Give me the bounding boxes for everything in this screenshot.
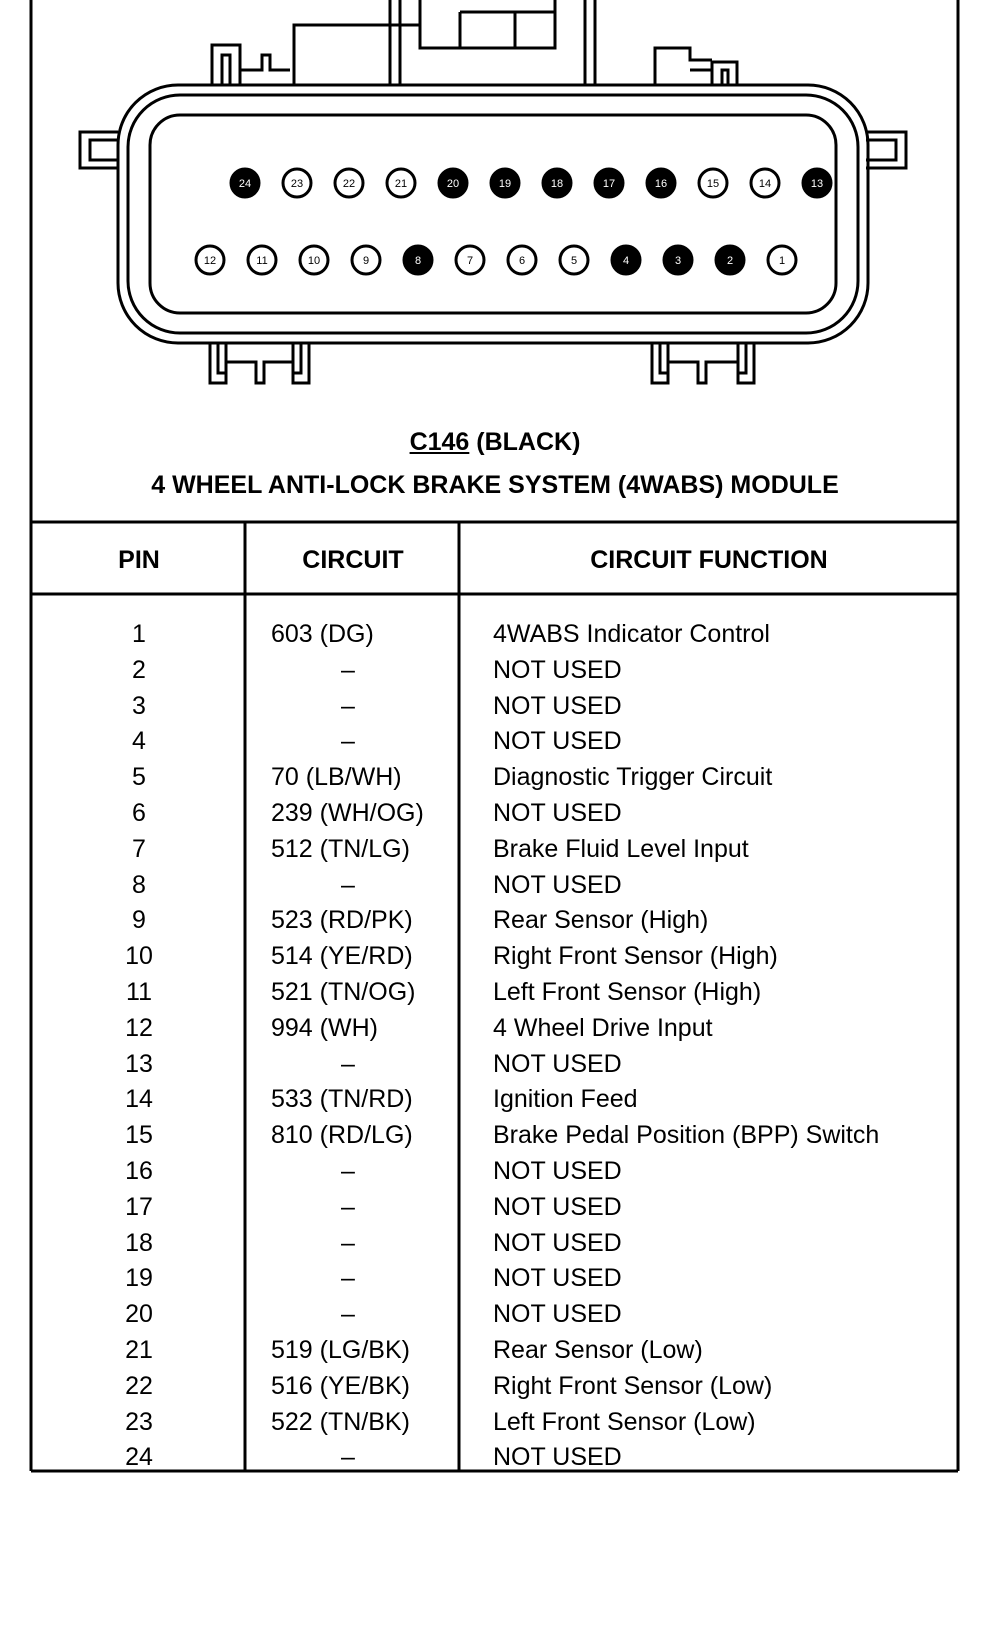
connector-pins-top-row (231, 169, 831, 197)
pin-number-cell: 9 (132, 906, 146, 935)
table-row (0, 906, 986, 940)
connector-pin (352, 246, 380, 274)
pin-number-cell: 15 (125, 1121, 153, 1150)
circuit-function-cell: NOT USED (493, 1157, 622, 1185)
circuit-function-cell: Brake Pedal Position (BPP) Switch (493, 1121, 880, 1150)
connector-pin (456, 246, 484, 274)
circuit-cell: – (341, 1049, 355, 1078)
table-row (0, 656, 986, 690)
pin-number-cell: 23 (125, 1407, 153, 1436)
circuit-function-cell: NOT USED (493, 1300, 622, 1329)
circuit-cell: – (341, 655, 355, 684)
pin-number-cell: 20 (125, 1300, 153, 1329)
header-pin: PIN (118, 546, 160, 574)
pin-number-cell: 18 (125, 1228, 153, 1257)
circuit-cell: 533 (TN/RD) (271, 1085, 413, 1114)
table-row (0, 1372, 986, 1406)
pin-number: 14 (758, 178, 772, 190)
table-row (0, 1193, 986, 1227)
circuit-cell: – (341, 1300, 355, 1329)
table-row (0, 1085, 986, 1119)
circuit-function-cell: NOT USED (493, 655, 622, 684)
circuit-cell: 994 (WH) (271, 1013, 378, 1042)
pin-number-cell: 8 (132, 870, 146, 899)
pin-number-cell: 24 (125, 1443, 153, 1472)
circuit-cell: 70 (LB/WH) (271, 763, 402, 792)
pin-number-cell: 4 (132, 727, 146, 756)
circuit-cell: – (341, 1192, 355, 1221)
pin-number-cell: 10 (125, 942, 153, 971)
table-row (0, 763, 986, 797)
table-row (0, 692, 986, 726)
connector-color-label: (BLACK) (476, 428, 581, 456)
circuit-cell: 514 (YE/RD) (271, 942, 413, 971)
pin-number-cell: 3 (132, 691, 146, 720)
circuit-function-cell: Brake Fluid Level Input (493, 834, 749, 863)
pin-number: 3 (674, 255, 682, 267)
table-row (0, 620, 986, 654)
connector-pin (664, 246, 692, 274)
pin-number-cell: 22 (125, 1371, 153, 1400)
circuit-function-cell: NOT USED (493, 1264, 622, 1293)
table-row (0, 1336, 986, 1370)
pin-number: 10 (307, 255, 321, 267)
pin-number: 23 (290, 178, 304, 190)
pin-number: 22 (342, 178, 356, 190)
pin-number-cell: 13 (125, 1049, 153, 1078)
connector-pin (595, 169, 623, 197)
pin-number-cell: 5 (132, 763, 146, 792)
pin-number: 12 (203, 255, 217, 267)
header-circuit: CIRCUIT (302, 546, 404, 574)
connector-title (30, 428, 960, 457)
pin-number: 13 (810, 178, 824, 190)
connector-pin (491, 169, 519, 197)
circuit-cell: – (341, 870, 355, 899)
connector-pin (335, 169, 363, 197)
pin-number: 18 (550, 178, 564, 190)
circuit-function-cell: NOT USED (493, 691, 622, 720)
circuit-cell: 521 (TN/OG) (271, 978, 416, 1006)
circuit-cell: 523 (RD/PK) (271, 906, 413, 935)
pin-number-cell: 17 (125, 1192, 153, 1221)
table-row (0, 1229, 986, 1263)
pin-number: 8 (414, 255, 422, 267)
circuit-cell: 512 (TN/LG) (271, 834, 410, 863)
circuit-function-cell: Rear Sensor (High) (493, 906, 709, 935)
connector-pin (768, 246, 796, 274)
pin-number: 15 (706, 178, 720, 190)
circuit-function-cell: NOT USED (493, 1443, 622, 1472)
connector-pin (404, 246, 432, 274)
connector-pin (387, 169, 415, 197)
table-row (0, 871, 986, 905)
pin-number: 2 (726, 255, 734, 267)
circuit-function-cell: Right Front Sensor (Low) (493, 1371, 773, 1400)
circuit-cell: 519 (LG/BK) (271, 1336, 410, 1364)
table-row (0, 942, 986, 976)
connector-pin (543, 169, 571, 197)
connector-id: C146 (409, 428, 470, 456)
circuit-function-cell: Left Front Sensor (Low) (493, 1407, 756, 1436)
circuit-function-cell: Left Front Sensor (High) (493, 978, 762, 1006)
pin-number: 21 (394, 178, 408, 190)
connector-pin (231, 169, 259, 197)
connector-pin (699, 169, 727, 197)
connector-pin (439, 169, 467, 197)
circuit-function-cell: 4 Wheel Drive Input (493, 1013, 713, 1042)
pin-number: 17 (602, 178, 616, 190)
circuit-cell: 239 (WH/OG) (271, 799, 424, 827)
table-row (0, 1443, 986, 1477)
table-row (0, 1408, 986, 1442)
connector-pin (248, 246, 276, 274)
table-row (0, 1050, 986, 1084)
connector-pin (716, 246, 744, 274)
table-row (0, 1157, 986, 1191)
table-row (0, 1264, 986, 1298)
pin-number: 5 (570, 255, 578, 267)
circuit-function-cell: Right Front Sensor (High) (493, 942, 778, 971)
pin-number: 19 (498, 178, 512, 190)
table-row (0, 1300, 986, 1334)
pin-number-cell: 6 (132, 799, 146, 827)
pin-number-cell: 2 (132, 655, 146, 684)
table-row (0, 799, 986, 833)
circuit-cell: 522 (TN/BK) (271, 1407, 410, 1436)
table-row (0, 835, 986, 869)
table-row (0, 1121, 986, 1155)
circuit-function-cell: NOT USED (493, 870, 622, 899)
circuit-cell: – (341, 727, 355, 756)
pin-number: 24 (238, 178, 252, 190)
connector-pin (612, 246, 640, 274)
pin-number-cell: 12 (125, 1013, 153, 1042)
pin-number-cell: 7 (132, 834, 146, 863)
connector-pin (283, 169, 311, 197)
module-title: 4 WHEEL ANTI-LOCK BRAKE SYSTEM (4WABS) MODULE (151, 471, 839, 499)
pin-number: 4 (622, 255, 630, 267)
table-row (0, 727, 986, 761)
circuit-cell: – (341, 1443, 355, 1472)
circuit-cell: 810 (RD/LG) (271, 1121, 413, 1150)
circuit-function-cell: NOT USED (493, 1228, 622, 1257)
pin-number: 20 (446, 178, 460, 190)
connector-pin (751, 169, 779, 197)
table-row (0, 1014, 986, 1048)
pin-number: 7 (466, 255, 474, 267)
circuit-function-cell: 4WABS Indicator Control (493, 620, 770, 648)
pin-number-cell: 16 (125, 1157, 153, 1185)
circuit-cell: – (341, 1228, 355, 1257)
circuit-cell: 516 (YE/BK) (271, 1371, 410, 1400)
pin-number: 9 (362, 255, 370, 267)
circuit-function-cell: Ignition Feed (493, 1085, 638, 1114)
circuit-function-cell: NOT USED (493, 1049, 622, 1078)
connector-pin (803, 169, 831, 197)
circuit-function-cell: NOT USED (493, 727, 622, 756)
pin-number: 6 (518, 255, 526, 267)
table-row (0, 978, 986, 1012)
pin-number-cell: 11 (126, 978, 152, 1006)
pin-number-cell: 14 (125, 1085, 153, 1114)
circuit-cell: – (341, 1157, 355, 1185)
connector-pins-bottom-row (196, 246, 796, 274)
connector-pin (196, 246, 224, 274)
pin-number-cell: 19 (125, 1264, 153, 1293)
pin-number: 1 (778, 255, 786, 267)
circuit-function-cell: NOT USED (493, 799, 622, 827)
circuit-function-cell: Diagnostic Trigger Circuit (493, 763, 773, 792)
connector-pin (647, 169, 675, 197)
connector-pin (300, 246, 328, 274)
connector-pin (508, 246, 536, 274)
connector-pin (560, 246, 588, 274)
header-circuit-function: CIRCUIT FUNCTION (590, 546, 828, 574)
circuit-function-cell: NOT USED (493, 1192, 622, 1221)
circuit-function-cell: Rear Sensor (Low) (493, 1336, 703, 1364)
pin-number-cell: 21 (125, 1336, 153, 1364)
pin-number: 16 (654, 178, 668, 190)
circuit-cell: – (341, 1264, 355, 1293)
circuit-cell: – (341, 691, 355, 720)
pin-number: 11 (256, 255, 268, 267)
pin-number-cell: 1 (132, 620, 146, 648)
circuit-cell: 603 (DG) (271, 620, 374, 648)
